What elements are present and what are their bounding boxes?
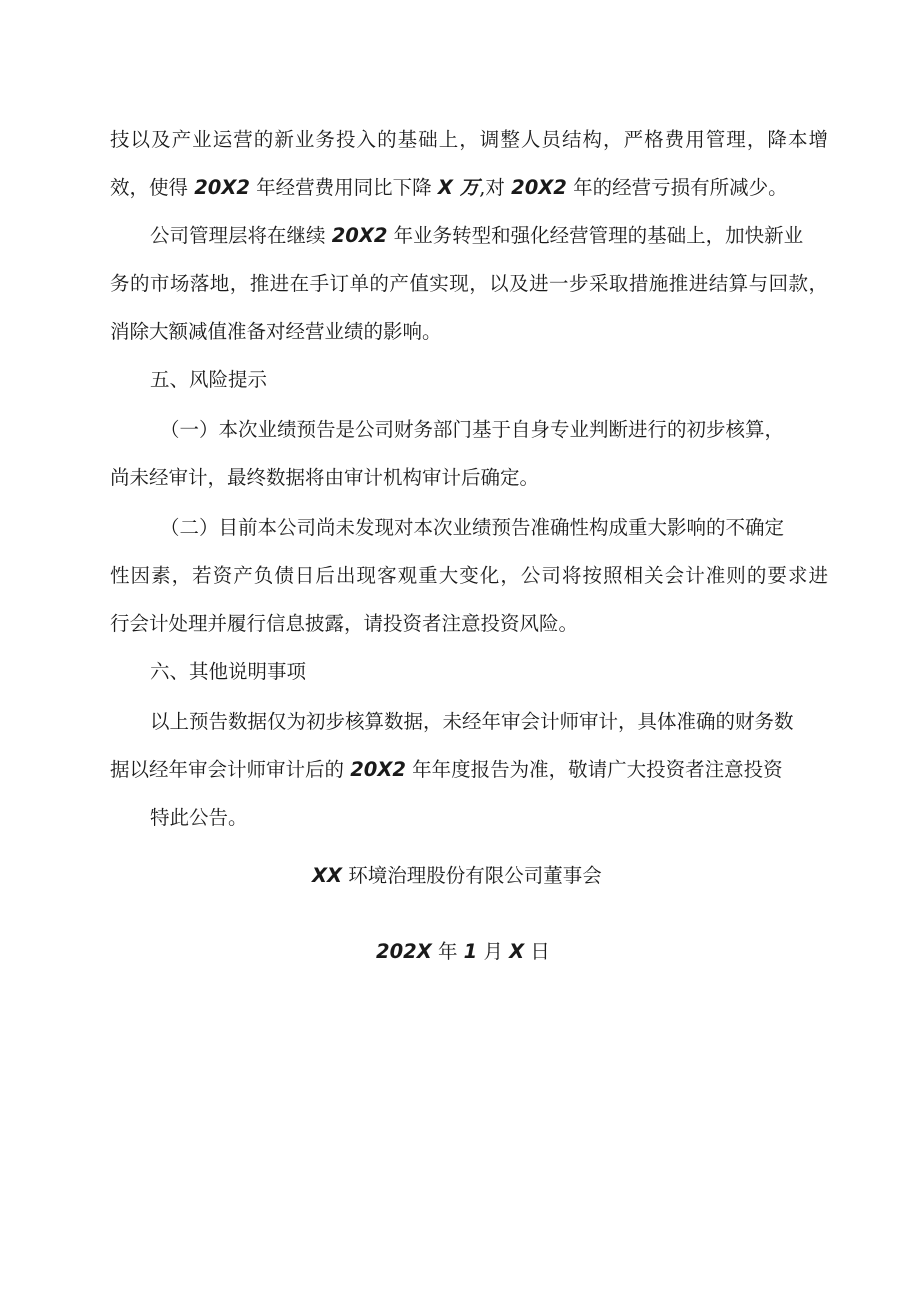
paragraph-1-line-2 bbox=[110, 176, 788, 200]
paragraph-3-line-2: 尚未经审计，最终数据将由审计机构审计后确定。 bbox=[110, 466, 540, 489]
text: 月 bbox=[483, 940, 503, 963]
paragraph-3-line-1: （一）本次业绩预告是公司财务部门基于自身专业判断进行的初步核算， bbox=[160, 418, 785, 441]
paragraph-4-line-1: （二）目前本公司尚未发现对本次业绩预告准确性构成重大影响的不确定 bbox=[160, 516, 785, 539]
text: 年的经营亏损有所减少。 bbox=[573, 176, 788, 199]
amount-value: X 万 bbox=[437, 176, 480, 199]
year-number: 20X2 bbox=[194, 176, 250, 199]
text: 据以经年审会计师审计后的 bbox=[110, 758, 345, 781]
paragraph-2-line-1 bbox=[150, 224, 803, 248]
section-heading-other: 六、其他说明事项 bbox=[150, 660, 307, 683]
paragraph-2-line-2: 务的市场落地，推进在手订单的产值实现，以及进一步采取措施推进结算与回款， bbox=[110, 272, 828, 295]
text: ,对 bbox=[479, 176, 505, 199]
date-year: 202X bbox=[376, 940, 432, 963]
date-month: 1 bbox=[463, 940, 478, 963]
company-prefix: XX bbox=[312, 864, 343, 887]
text: 日 bbox=[530, 940, 550, 963]
paragraph-4-line-2: 性因素，若资产负债日后出现客观重大变化，公司将按照相关会计准则的要求进 bbox=[110, 564, 828, 587]
year-number: 20X2 bbox=[350, 758, 406, 781]
year-number: 20X2 bbox=[511, 176, 567, 199]
text: 效，使得 bbox=[110, 176, 189, 199]
section-heading-risk: 五、风险提示 bbox=[150, 368, 268, 391]
paragraph-2-line-3: 消除大额减值准备对经营业绩的影响。 bbox=[110, 320, 442, 343]
signature-company bbox=[312, 864, 602, 888]
company-name: 环境治理股份有限公司董事会 bbox=[348, 864, 602, 887]
paragraph-4-line-3: 行会计处理并履行信息披露，请投资者注意投资风险。 bbox=[110, 612, 579, 635]
text: 公司管理层将在继续 bbox=[150, 224, 326, 247]
paragraph-5-line-2 bbox=[110, 758, 783, 782]
text: 年 bbox=[437, 940, 458, 963]
date-day: X bbox=[509, 940, 525, 963]
text: 年年度报告为准，敬请广大投资者注意投资 bbox=[412, 758, 783, 781]
paragraph-5-line-1: 以上预告数据仅为初步核算数据，未经年审会计师审计，具体准确的财务数 bbox=[150, 710, 794, 733]
paragraph-1-line-1: 技以及产业运营的新业务投入的基础上，调整人员结构，严格费用管理，降本增 bbox=[110, 128, 828, 151]
text: 年业务转型和强化经营管理的基础上，加快新业 bbox=[393, 224, 804, 247]
signature-date bbox=[376, 940, 550, 964]
text: 年经营费用同比下降 bbox=[256, 176, 432, 199]
year-number: 20X2 bbox=[331, 224, 388, 247]
closing-line: 特此公告。 bbox=[150, 806, 248, 829]
